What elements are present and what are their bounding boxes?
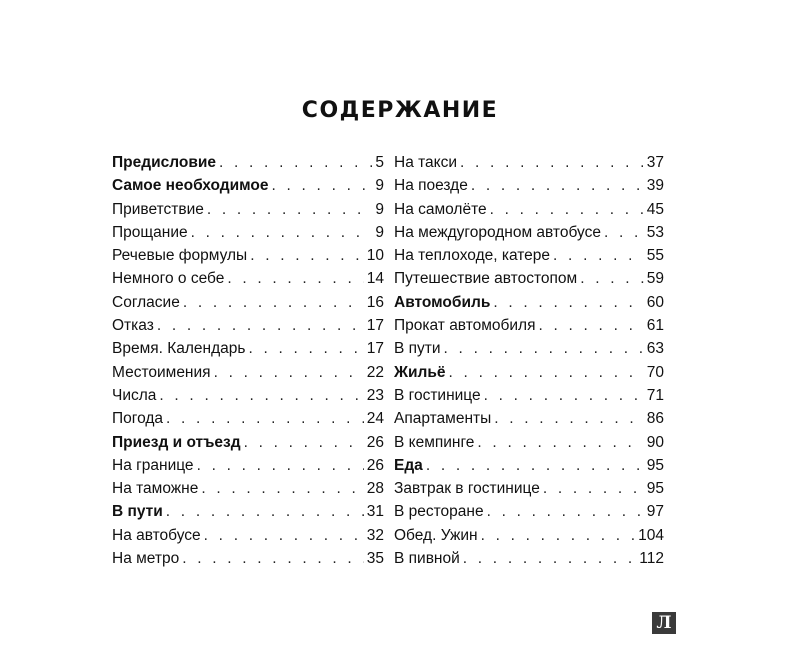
toc-entry-page: 53 [646, 223, 664, 241]
toc-entry [112, 151, 384, 174]
toc-entry-page: 86 [646, 410, 664, 428]
toc-column-left [112, 151, 384, 570]
toc-leader-dots [183, 291, 364, 314]
toc-entry-page: 26 [366, 456, 384, 474]
toc-entry [394, 524, 664, 547]
toc-entry [394, 221, 664, 244]
toc-leader-dots [214, 361, 364, 384]
toc-entry-label: Местоимения [112, 363, 211, 381]
toc-entry-page: 9 [375, 200, 384, 218]
toc-leader-dots [426, 454, 644, 477]
toc-entry [112, 477, 384, 500]
toc-leader-dots [490, 198, 644, 221]
toc-entry [112, 174, 384, 197]
toc-entry-label: Жильё [394, 363, 446, 381]
toc-entry [112, 384, 384, 407]
toc-entry-page: 31 [366, 503, 384, 521]
toc-entry-page: 5 [375, 154, 384, 171]
toc-leader-dots [182, 547, 364, 570]
toc-entry-label: Прокат автомобиля [394, 317, 536, 335]
toc-entry [394, 244, 664, 267]
toc-entry-page: 97 [646, 503, 664, 521]
toc-leader-dots [166, 500, 364, 523]
toc-leader-dots [481, 524, 636, 547]
toc-entry [394, 314, 664, 337]
toc-entry-label: В пути [394, 340, 441, 358]
toc-entry [394, 198, 664, 221]
toc-entry-page: 14 [366, 270, 384, 288]
toc-entry [112, 314, 384, 337]
toc-leader-dots [487, 500, 644, 523]
toc-entry-label: Погода [112, 410, 164, 428]
toc-entry-page: 16 [366, 293, 384, 311]
toc-entry-label: На автобусе [112, 526, 201, 544]
toc-entry-label: В пивной [394, 550, 460, 568]
toc-leader-dots [463, 547, 637, 570]
toc-leader-dots [197, 454, 364, 477]
toc-entry-page: 32 [366, 526, 384, 544]
toc-entry-label: На метро [112, 550, 180, 568]
toc-entry-label: На такси [394, 154, 458, 171]
toc-leader-dots [157, 314, 364, 337]
toc-entry-page: 28 [366, 480, 384, 498]
toc-leader-dots [484, 384, 644, 407]
toc-leader-dots [207, 198, 373, 221]
toc-entry [112, 198, 384, 221]
toc-leader-dots [166, 407, 364, 430]
toc-entry-page: 63 [646, 340, 664, 358]
toc-entry [394, 547, 664, 570]
toc-entry [394, 174, 664, 197]
toc-entry-label: Путешествие автостопом [394, 270, 578, 288]
toc-leader-dots [543, 477, 644, 500]
toc-leader-dots [227, 267, 363, 290]
toc-entry-page: 95 [646, 456, 664, 474]
toc-entry-page: 39 [646, 177, 664, 195]
toc-leader-dots [244, 431, 364, 454]
toc-leader-dots [159, 384, 363, 407]
toc-entry [394, 407, 664, 430]
toc-entry-page: 55 [646, 247, 664, 265]
toc-entry-page: 9 [375, 177, 384, 195]
toc-entry [394, 267, 664, 290]
toc-entry-page: 112 [639, 550, 664, 568]
toc-entry [394, 384, 664, 407]
toc-entry-page: 61 [646, 317, 664, 335]
toc-entry [394, 291, 664, 314]
toc-leader-dots [580, 267, 644, 290]
toc-entry-label: На теплоходе, катере [394, 247, 551, 265]
toc-leader-dots [444, 337, 644, 360]
toc-entry-label: На самолёте [394, 200, 487, 218]
toc-entry-page: 17 [366, 340, 384, 358]
toc-entry-label: Предисловие [112, 154, 217, 171]
toc-leader-dots [553, 244, 644, 267]
toc-entry [112, 547, 384, 570]
toc-entry-label: Согласие [112, 293, 180, 311]
toc-entry-label: Прощание [112, 223, 188, 241]
toc-entry [112, 337, 384, 360]
toc-entry-label: На поезде [394, 177, 468, 195]
toc-leader-dots [449, 361, 644, 384]
toc-entry [112, 454, 384, 477]
toc-entry [394, 361, 664, 384]
toc-entry-page: 45 [646, 200, 664, 218]
toc-entry [112, 361, 384, 384]
toc-entry-label: Приезд и отъезд [112, 433, 241, 451]
toc-leader-dots [460, 151, 644, 174]
toc-entry [394, 500, 664, 523]
toc-entry-label: Обед. Ужин [394, 526, 478, 544]
toc-entry-label: Немного о себе [112, 270, 225, 288]
publisher-logo-icon: Л [652, 612, 676, 634]
toc-entry [112, 500, 384, 523]
toc-entry-page: 24 [366, 410, 384, 428]
toc-entry-label: Апартаменты [394, 410, 492, 428]
toc-entry [112, 431, 384, 454]
toc-entry [112, 524, 384, 547]
toc-leader-dots [272, 174, 373, 197]
toc-entry-label: Приветствие [112, 200, 204, 218]
toc-entry-label: Завтрак в гостинице [394, 480, 540, 498]
toc-entry-label: В ресторане [394, 503, 484, 521]
toc-entry-page: 10 [366, 247, 384, 265]
toc-entry [394, 477, 664, 500]
toc-entry-label: Время. Календарь [112, 340, 246, 358]
toc-entry-label: На междугородном автобусе [394, 223, 601, 241]
toc-entry-page: 90 [646, 433, 664, 451]
toc-leader-dots [604, 221, 644, 244]
toc-entry-page: 37 [646, 154, 664, 171]
toc-leader-dots [191, 221, 373, 244]
toc-entry-page: 35 [366, 550, 384, 568]
toc-entry-label: Еда [394, 456, 423, 474]
toc-entry-page: 59 [646, 270, 664, 288]
toc-entry-page: 26 [366, 433, 384, 451]
toc-leader-dots [493, 291, 643, 314]
toc-leader-dots [494, 407, 643, 430]
toc-entry-page: 104 [638, 526, 664, 544]
toc-leader-dots [219, 151, 372, 174]
toc-entry [394, 151, 664, 174]
toc-leader-dots [250, 244, 364, 267]
toc-entry-label: Автомобиль [394, 293, 491, 311]
toc-entry [394, 431, 664, 454]
toc-entry [112, 291, 384, 314]
toc-entry-page: 23 [366, 386, 384, 404]
toc-entry [112, 267, 384, 290]
toc-entry [112, 221, 384, 244]
toc-entry-label: На таможне [112, 480, 199, 498]
toc-entry [112, 407, 384, 430]
toc-entry-page: 95 [646, 480, 664, 498]
toc-entry-page: 17 [366, 317, 384, 335]
toc-entry-label: Самое необходимое [112, 177, 269, 195]
toc-entry-page: 70 [646, 363, 664, 381]
toc-entry-label: На границе [112, 456, 194, 474]
toc-entry-page: 22 [366, 363, 384, 381]
toc-leader-dots [204, 524, 364, 547]
toc-entry-label: В кемпинге [394, 433, 475, 451]
toc-entry-label: В пути [112, 503, 163, 521]
toc-entry-label: Отказ [112, 317, 154, 335]
page-title: СОДЕРЖАНИЕ [301, 98, 499, 123]
toc-leader-dots [201, 477, 363, 500]
toc-entry-label: В гостинице [394, 386, 481, 404]
toc-entry-page: 71 [646, 386, 664, 404]
toc-entry-label: Речевые формулы [112, 247, 248, 265]
toc-leader-dots [539, 314, 644, 337]
toc-column-right [394, 151, 664, 570]
toc-entry-page: 60 [646, 293, 664, 311]
toc-entry [112, 244, 384, 267]
toc-entry-label: Числа [112, 386, 157, 404]
toc-entry-page: 9 [375, 223, 384, 241]
toc-entry [394, 454, 664, 477]
toc-leader-dots [248, 337, 363, 360]
toc-entry [394, 337, 664, 360]
toc-leader-dots [477, 431, 643, 454]
toc-leader-dots [471, 174, 644, 197]
